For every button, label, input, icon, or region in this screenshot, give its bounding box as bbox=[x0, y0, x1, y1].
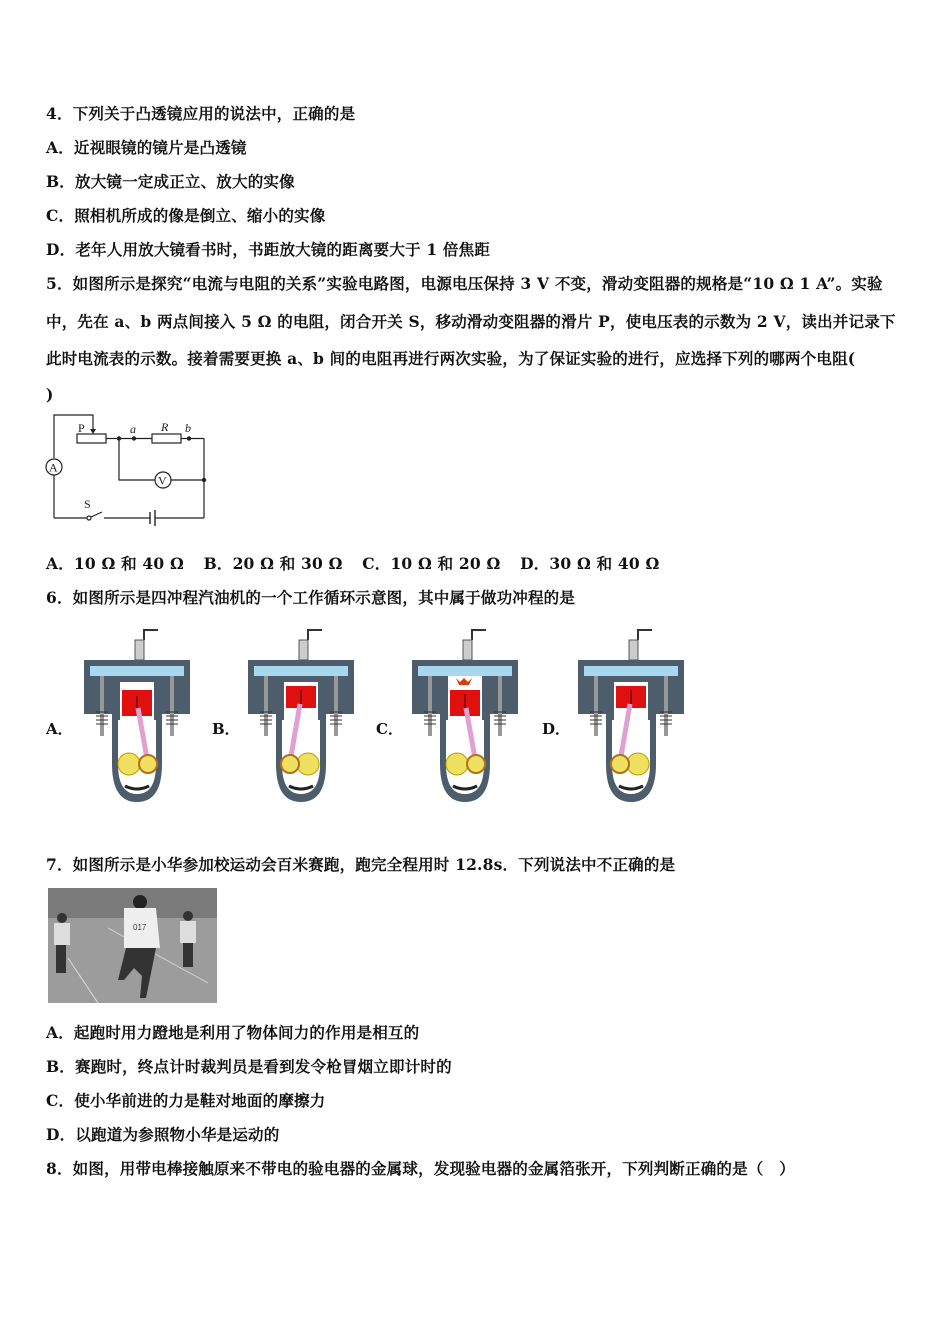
question-5-stem-line-3: 此时电流表的示数。接着需要更换 a、b 间的电阻再进行两次实验，为了保证实验的进行，应选择下列的哪两个电阻( bbox=[46, 349, 856, 368]
slider-label: P bbox=[78, 421, 85, 435]
runner-photo bbox=[48, 888, 217, 1003]
q7-option-c: C．使小华前进的力是鞋对地面的摩擦力 bbox=[46, 1091, 326, 1110]
q7-option-b: B．赛跑时，终点计时裁判员是看到发令枪冒烟立即计时的 bbox=[46, 1057, 452, 1076]
q6-option-c-label: C． bbox=[376, 720, 403, 738]
question-6-stem: 6．如图所示是四冲程汽油机的一个工作循环示意图，其中属于做功冲程的是 bbox=[46, 588, 576, 607]
svg-text:a: a bbox=[130, 422, 136, 436]
question-8-stem: 8．如图，用带电棒接触原来不带电的验电器的金属球，发现验电器的金属箔张开，下列判断正确的是（ ） bbox=[46, 1159, 795, 1178]
q5-option-c: C．10 Ω 和 20 Ω bbox=[362, 554, 501, 573]
engine-diagram-d bbox=[576, 624, 686, 806]
engine-strokes-figure bbox=[40, 620, 700, 820]
q4-option-a: A．近视眼镜的镜片是凸透镜 bbox=[46, 138, 247, 157]
svg-text:R: R bbox=[161, 420, 169, 434]
q6-option-d-label: D． bbox=[542, 720, 571, 738]
question-5-stem-line-2: 中，先在 a、b 两点间接入 5 Ω 的电阻，闭合开关 S，移动滑动变阻器的滑片 P，使电压表的示数为 2 V，读出并记录下 bbox=[46, 312, 896, 331]
circuit-diagram bbox=[44, 410, 214, 526]
q4-option-d: D．老年人用放大镜看书时，书距放大镜的距离要大于 1 倍焦距 bbox=[46, 240, 491, 259]
q5-option-d: D．30 Ω 和 40 Ω bbox=[520, 554, 660, 573]
q7-option-d: D．以跑道为参照物小华是运动的 bbox=[46, 1125, 280, 1144]
q5-option-a: A．10 Ω 和 40 Ω bbox=[46, 554, 184, 573]
question-7-stem: 7．如图所示是小华参加校运动会百米赛跑，跑完全程用时 12.8s．下列说法中不正确的是 bbox=[46, 855, 676, 874]
q5-option-b: B．20 Ω 和 30 Ω bbox=[203, 554, 343, 573]
question-5-stem-line-1: 5．如图所示是探究“电流与电阻的关系”实验电路图，电源电压保持 3 V 不变，滑动变阻器的规格是“10 Ω 1 A”。实验 bbox=[46, 274, 883, 293]
q4-option-c: C．照相机所成的像是倒立、缩小的实像 bbox=[46, 206, 326, 225]
question-5-stem-line-4: ) bbox=[46, 385, 54, 404]
q5-options-row bbox=[46, 552, 673, 574]
q7-option-a: A．起跑时用力蹬地是利用了物体间力的作用是相互的 bbox=[46, 1023, 420, 1042]
engine-diagram-b bbox=[246, 624, 356, 806]
q4-option-b: B．放大镜一定成正立、放大的实像 bbox=[46, 172, 295, 191]
question-4-stem: 4．下列关于凸透镜应用的说法中，正确的是 bbox=[46, 104, 356, 123]
svg-text:017: 017 bbox=[133, 923, 147, 932]
svg-text:S: S bbox=[84, 497, 91, 511]
engine-diagram-a bbox=[82, 624, 192, 806]
engine-diagram-c bbox=[410, 624, 520, 806]
svg-text:b: b bbox=[185, 421, 191, 435]
q6-option-b-label: B． bbox=[212, 720, 240, 738]
svg-text:V: V bbox=[158, 473, 167, 488]
svg-text:A: A bbox=[49, 460, 58, 475]
q6-option-a-label: A． bbox=[46, 720, 73, 738]
